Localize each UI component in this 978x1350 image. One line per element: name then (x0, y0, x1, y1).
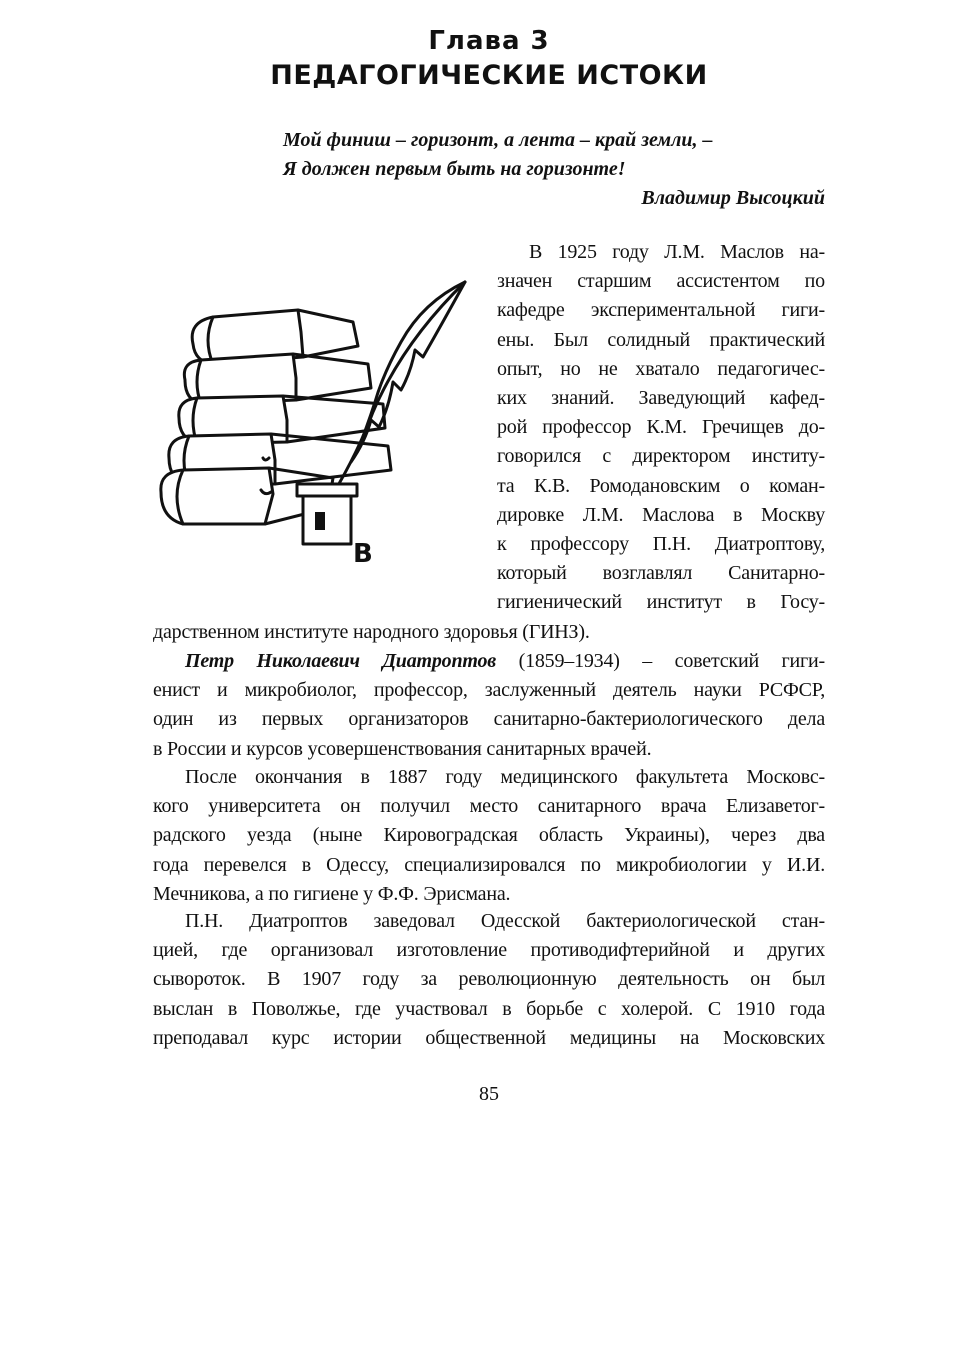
text-line: кафедре экспериментальной гиги- (497, 299, 825, 322)
illustration-monogram: В (353, 539, 373, 569)
page-number: 85 (479, 1083, 499, 1105)
text-line: сывороток. В 1907 году за революционную деятельность он был (153, 968, 825, 991)
text-line: После окончания в 1887 году медицинского факультета Московс- (185, 766, 825, 788)
text-line: значен старшим ассистентом по (497, 270, 825, 293)
text-line: гигиенический институт в Госу- (497, 591, 825, 614)
text-line: радского уезда (ныне Кировоградская область Украины), через два (153, 824, 825, 847)
paragraph-1-end (153, 618, 825, 647)
text-line: рой профессор К.М. Гречищев до- (497, 416, 825, 439)
chapter-number: Глава 3 (428, 26, 550, 56)
text-line (153, 647, 825, 676)
text-line: кого университета он получил место санитарного врача Елизаветог- (153, 795, 825, 818)
text-line: опыт, но не хватало педагогичес- (497, 357, 825, 380)
paragraph-4 (153, 907, 825, 1053)
text-line: выслан в Поволжье, где участвовал в борьбе с холерой. С 1910 года (153, 997, 825, 1020)
text-fragment: (1859–1934) – советский гиги- (496, 650, 825, 672)
text-line: который возглавлял Санитарно- (497, 562, 825, 585)
text-line: цией, где организовал изготовление противодифтерийной и других (153, 939, 825, 962)
paragraph-3 (153, 763, 825, 909)
epigraph-line-2: Я должен первым быть на горизонте! (283, 158, 626, 180)
text-line: Мечникова, а по гигиене у Ф.Ф. Эрисмана. (153, 882, 511, 905)
text-line: в России и курсов усовершенствования санитарных врачей. (153, 737, 652, 760)
text-line: преподавал курс истории общественной медицины на Московских (153, 1026, 825, 1049)
text-line: дировке Л.М. Маслова в Москву (497, 503, 825, 526)
text-line: та К.В. Ромодановским о коман- (497, 474, 825, 497)
person-name: Петр Николаевич Диатроптов (185, 650, 497, 672)
epigraph (283, 126, 825, 213)
text-line: ены. Был солидный практический (497, 328, 825, 351)
text-line: один из первых организаторов санитарно-бактериологического дела (153, 708, 825, 731)
paragraph-2 (153, 647, 825, 764)
epigraph-line-1: Мой финиш – горизонт, а лента – край земли, – (283, 129, 713, 151)
books-and-quill-icon (153, 262, 483, 582)
paragraph-1-wrapped (497, 238, 825, 618)
text-line: говорился с директором институ- (497, 445, 825, 468)
epigraph-author: Владимир Высоцкий (641, 187, 825, 209)
text-line: к профессору П.Н. Диатроптову, (497, 533, 825, 556)
chapter-title: ПЕДАГОГИЧЕСКИЕ ИСТОКИ (270, 60, 708, 91)
text-line: П.Н. Диатроптов заведовал Одесской бактериологической стан- (185, 910, 825, 932)
text-line: дарственном институте народного здоровья (ГИНЗ). (153, 621, 590, 643)
text-line: В 1925 году Л.М. Маслов на- (529, 241, 825, 263)
text-line: ких знаний. Заведующий кафед- (497, 387, 825, 410)
text-line: енист и микробиолог, профессор, заслуженный деятель науки РСФСР, (153, 679, 825, 702)
text-line: года перевелся в Одессу, специализировался по микробиологии у И.И. (153, 853, 825, 876)
